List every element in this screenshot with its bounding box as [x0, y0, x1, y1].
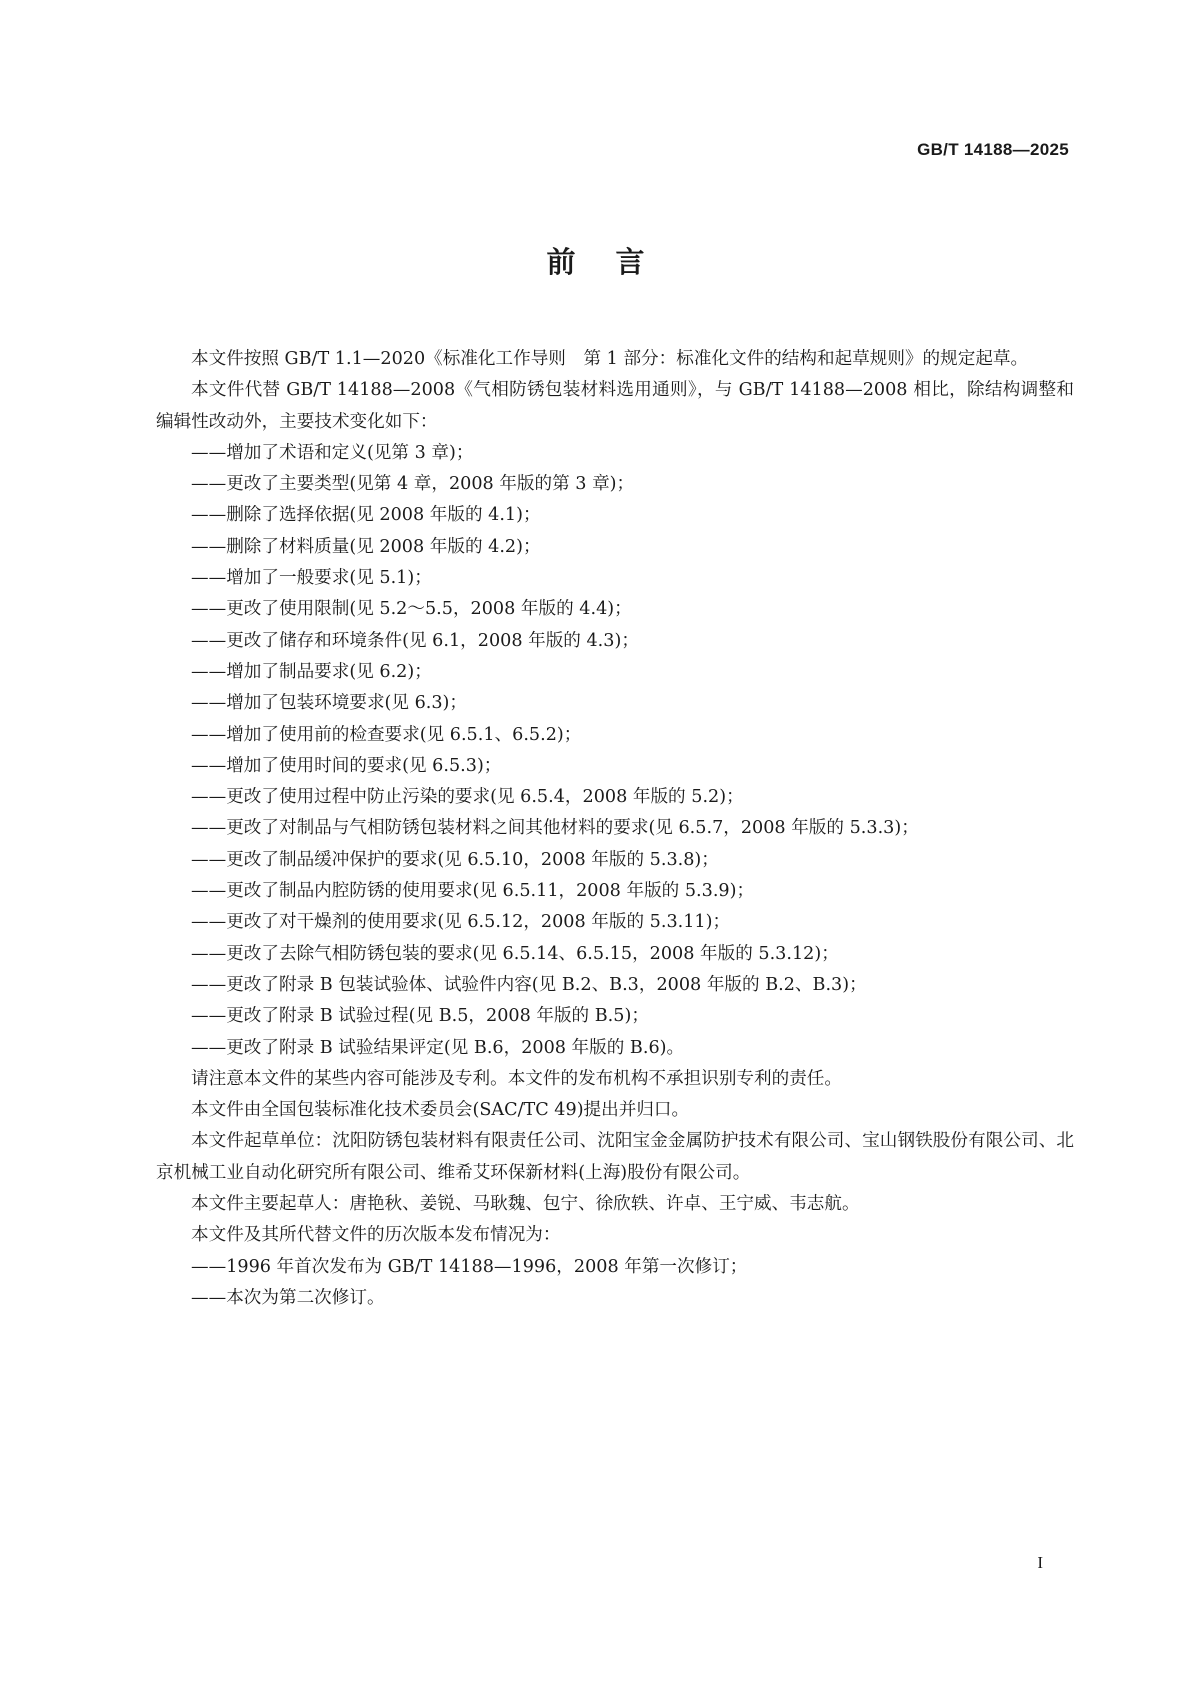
list-item: ——更改了主要类型(见第 4 章，2008 年版的第 3 章)； — [191, 474, 635, 495]
committee-paragraph: 本文件由全国包装标准化技术委员会(SAC/TC 49)提出并归口。 — [191, 1100, 690, 1121]
list-item: ——增加了制品要求(见 6.2)； — [191, 661, 432, 682]
list-item: ——更改了附录 B 试验结果评定(见 B.6，2008 年版的 B.6)。 — [191, 1037, 685, 1058]
list-item: ——更改了附录 B 包装试验体、试验件内容(见 B.2、B.3，2008 年版的 B.2、B.3)； — [191, 974, 867, 995]
list-item: ——更改了去除气相防锈包装的要求(见 6.5.14、6.5.15，2008 年版的 5.3.12)； — [191, 943, 839, 964]
drafting-units-paragraph: 本文件起草单位：沈阳防锈包装材料有限责任公司、沈阳宝金金属防护技术有限公司、宝山钢铁股份有限公司、北京机械工业自动化研究所有限公司、维希艾环保新材料(上海)股份有限公司。 — [156, 1131, 1074, 1183]
list-item: ——更改了对制品与气相防锈包装材料之间其他材料的要求(见 6.5.7，2008 年版的 5.3.3)； — [191, 818, 919, 839]
list-item: ——更改了附录 B 试验过程(见 B.5，2008 年版的 B.5)； — [191, 1006, 649, 1027]
history-intro-paragraph: 本文件及其所代替文件的历次版本发布情况为： — [191, 1225, 561, 1246]
list-item: ——删除了材料质量(见 2008 年版的 4.2)； — [191, 536, 541, 557]
list-item: ——增加了一般要求(见 5.1)； — [191, 568, 432, 589]
list-item: ——更改了使用过程中防止污染的要求(见 6.5.4，2008 年版的 5.2)； — [191, 787, 744, 808]
page-title: 前言 — [546, 245, 685, 279]
drafters-paragraph: 本文件主要起草人：唐艳秋、姜锐、马耿魏、包宁、徐欣轶、许卓、王宁威、韦志航。 — [191, 1194, 860, 1215]
list-item: ——更改了制品缓冲保护的要求(见 6.5.10，2008 年版的 5.3.8)； — [191, 849, 719, 870]
drafting-rules-paragraph: 本文件按照 GB/T 1.1—2020《标准化工作导则 第 1 部分：标准化文件的结构和起草规则》的规定起草。 — [191, 349, 1029, 369]
history-item: ——1996 年首次发布为 GB/T 14188—1996，2008 年第一次修订； — [191, 1256, 748, 1277]
list-item: ——增加了使用时间的要求(见 6.5.3)； — [191, 755, 502, 776]
history-item: ——本次为第二次修订。 — [191, 1287, 385, 1308]
list-item: ——增加了使用前的检查要求(见 6.5.1、6.5.2)； — [191, 724, 582, 745]
list-item: ——更改了储存和环境条件(见 6.1，2008 年版的 4.3)； — [191, 630, 639, 651]
list-item: ——删除了选择依据(见 2008 年版的 4.1)； — [191, 505, 541, 526]
foreword-body — [156, 344, 1074, 1314]
list-item: ——增加了包装环境要求(见 6.3)； — [191, 693, 468, 714]
list-item: ——更改了对干燥剂的使用要求(见 6.5.12，2008 年版的 5.3.11)； — [191, 912, 731, 933]
list-item: ——更改了制品内腔防锈的使用要求(见 6.5.11，2008 年版的 5.3.9)； — [191, 881, 755, 902]
patent-notice-paragraph: 请注意本文件的某些内容可能涉及专利。本文件的发布机构不承担识别专利的责任。 — [191, 1068, 842, 1089]
list-item: ——更改了使用限制(见 5.2～5.5，2008 年版的 4.4)； — [191, 599, 632, 620]
list-item: ——增加了术语和定义(见第 3 章)； — [191, 442, 474, 463]
standard-number: GB/T 14188—2025 — [917, 140, 1069, 159]
replacement-paragraph: 本文件代替 GB/T 14188—2008《气相防锈包装材料选用通则》，与 GB/T 14188—2008 相比，除结构调整和编辑性改动外，主要技术变化如下： — [156, 380, 1074, 432]
page-number: I — [1037, 1553, 1043, 1572]
